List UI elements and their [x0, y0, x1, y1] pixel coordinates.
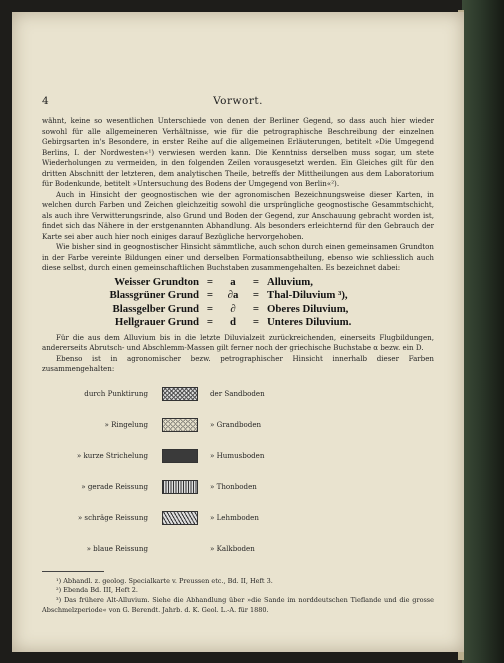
- equivalence-name: Blassgrüner Grund: [109, 289, 199, 302]
- book-page: [12, 12, 464, 652]
- legend-method: » kurze Strichelung: [76, 451, 148, 461]
- legend-soil: » Kalkboden: [210, 544, 255, 554]
- legend-row: [68, 441, 434, 472]
- footnote-3: ³) Das frühere Alt-Alluvium. Siehe die Abhandlung über »die Sande im norddeutschen Tieflande und die grosse Abschmelzperiode« von G. Berendt. Jahrb. d. K. Geol. L.-A. für 1880.: [42, 596, 434, 614]
- equivalence-name: Hellgrauer Grund: [114, 316, 199, 329]
- strichelung-swatch: [162, 449, 198, 463]
- paragraph-3: Wie bisher sind in geognostischer Hinsicht sämmtliche, auch schon durch einen gemeinsamen Grundton in der Farbe vereinte Bildungen einer und derselben Formationsabtheilung, ebenso wie schliesslich auch diese selbst, durch einen gemeinschaftlichen Buchstaben zusammengehalten. Es bezeichnet dabei:: [42, 242, 434, 272]
- legend-method: » Ringelung: [104, 420, 148, 430]
- equivalence-symbol: ∂: [230, 302, 236, 315]
- paragraph-1: wähnt, keine so wesentlichen Unterschiede von denen der Berliner Gegend, so dass auch hier wieder sowohl für alle allgemeineren Verhältnisse, wie für die petrographische Beschreibung der einzelnen Gebirgsarten in's Besondere, in erster Reihe auf die allgemeinen Erläuterungen, betitelt »Die Umgegend Berlins, I. der Nordwesten«¹) verwiesen werden kann. Die Kenntniss derselben muss sogar, um stete Wiederholungen zu vermeiden, in den folgenden Zeilen vorausgesetzt werden. Ein Gleiches gilt für den dritten Abschnitt der letzteren, dem analytischen Theile, betreffs der Mittheilungen aus dem Laboratorium für Bodenkunde, betitelt »Untersuchung des Bodens der Umgegend von Berlin«²).: [42, 116, 434, 188]
- legend-row: [68, 410, 434, 441]
- equivalence-symbol: a: [230, 275, 236, 288]
- page-number: 4: [42, 95, 49, 107]
- equivalence-row: Hellgrauer Grund = d = Unteres Diluvium.: [76, 316, 434, 330]
- equivalence-meaning: Oberes Diluvium,: [267, 302, 349, 315]
- equivalence-row: Weisser Grundton = a = Alluvium,: [76, 276, 434, 290]
- paragraph-2: Auch in Hinsicht der geognostischen wie der agronomischen Bezeichnungsweise dieser Karten, in welchen durch Farben und Zeichen gleichzeitig sowohl die ursprüngliche geognostische Gesammtschicht, als auch ihre Verwitterungsrinde, also Grund und Boden der Gegend, zur Anschauung gebracht worden ist, findet sich das Nähere in der erstgenannten Abhandlung. Als besonders erleichternd für den Gebrauch der Karte sei aber auch hier noch einiges darauf Bezügliche hervorgehoben.: [42, 189, 434, 241]
- equivalence-name: Blassgelber Grund: [112, 302, 199, 315]
- legend-row: [68, 503, 434, 534]
- legend-method: » schräge Reissung: [77, 513, 148, 523]
- legend-soil: » Grandboden: [210, 420, 262, 430]
- equivalence-symbol: ∂a: [227, 289, 239, 302]
- paragraph-4: Für die aus dem Alluvium bis in die letzte Diluvialzeit zurückreichenden, einerseits Flugbildungen, andererseits Abrutsch- und Abschlemm-Massen gilt ferner noch der griechische Buchstabe α bezw. ein D.: [42, 332, 434, 353]
- legend-method: durch Punktirung: [84, 389, 148, 399]
- ringelung-swatch: [162, 418, 198, 432]
- equivalence-row: Blassgrüner Grund = ∂a = Thal-Diluvium ³),: [76, 289, 434, 303]
- symbol-equivalences: [76, 276, 434, 330]
- equivalence-name: Weisser Grundton: [114, 275, 199, 288]
- footnote-2: ²) Ebenda Bd. III, Heft 2.: [56, 586, 138, 595]
- schraege-reissung-swatch: [162, 511, 198, 525]
- footnote-1: ¹) Abhandl. z. geolog. Specialkarte v. Preussen etc., Bd. II, Heft 3.: [56, 576, 273, 585]
- equivalence-meaning: Alluvium,: [267, 275, 313, 288]
- legend-method: » gerade Reissung: [81, 482, 148, 492]
- equivalence-row: Blassgelber Grund = ∂ = Oberes Diluvium,: [76, 303, 434, 317]
- punktirung-swatch: [162, 387, 198, 401]
- legend-method: » blaue Reissung: [86, 544, 148, 554]
- page-title: Vorwort.: [213, 95, 263, 107]
- legend-row: [68, 379, 434, 410]
- page-body: [42, 116, 434, 615]
- gerade-reissung-swatch: [162, 480, 198, 494]
- legend-soil: » Humusboden: [210, 451, 265, 461]
- equivalence-meaning: Unteres Diluvium.: [267, 316, 352, 329]
- equivalence-symbol: d: [229, 316, 236, 329]
- legend-row: [68, 534, 434, 565]
- book-spine: [462, 0, 504, 663]
- legend-soil: der Sandboden: [210, 389, 265, 399]
- footnote-divider: [42, 571, 104, 572]
- soil-legend: [68, 379, 434, 565]
- legend-soil: » Lehmboden: [210, 513, 259, 523]
- legend-soil: » Thonboden: [210, 482, 257, 492]
- paragraph-5: Ebenso ist in agronomischer bezw. petrographischer Hinsicht innerhalb dieser Farben zusammengehalten:: [42, 353, 434, 374]
- equivalence-meaning: Thal-Diluvium ³),: [267, 289, 348, 302]
- legend-row: [68, 472, 434, 503]
